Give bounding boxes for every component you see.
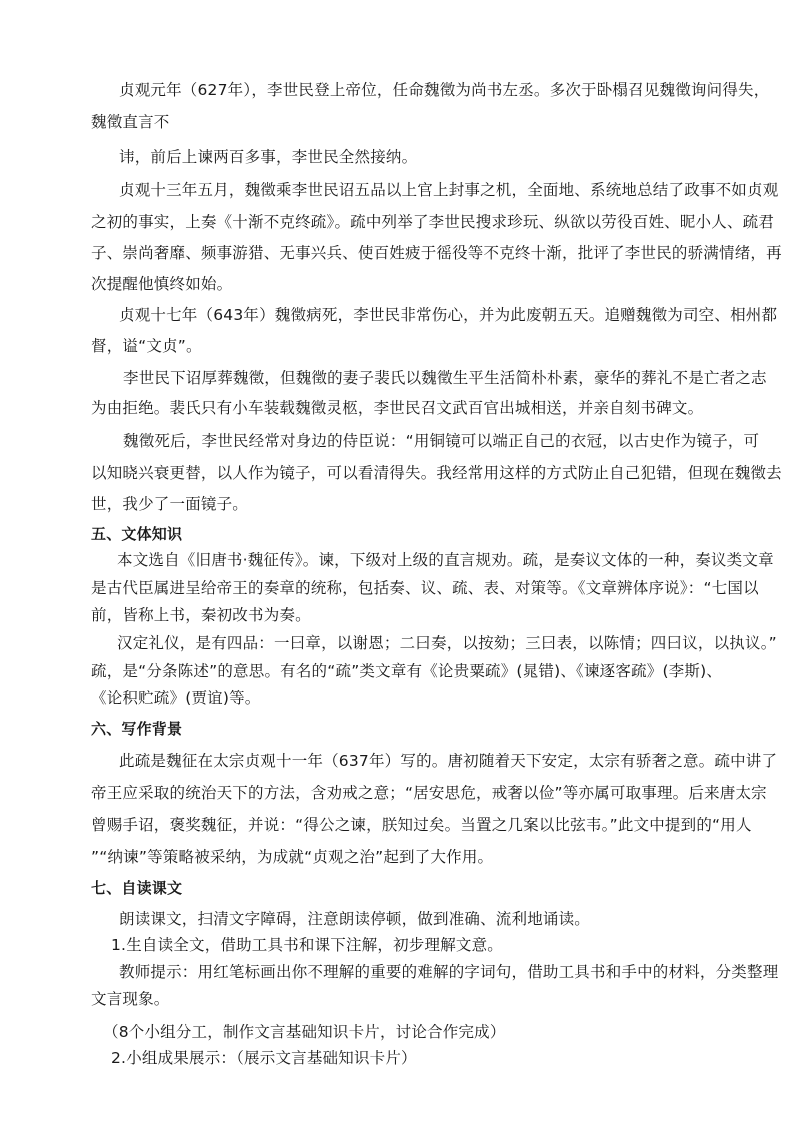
paragraph-line: 次提醒他慎终如始。	[91, 275, 233, 293]
section-heading: 五、文体知识	[91, 525, 183, 543]
paragraph-line: 汉定礼仪，是有四品：一曰章，以谢恩；二曰奏，以按劾；三曰表，以陈情；四曰议，以执议。”	[117, 634, 777, 652]
paragraph-line: 疏，是“分条陈述”的意思。有名的“疏”类文章有《论贵粟疏》(晁错)、《谏逐客疏》(李斯)、	[91, 662, 723, 680]
paragraph-line: 之初的事实，上奏《十渐不克终疏》。疏中列举了李世民搜求珍玩、纵欲以劳役百姓、昵小人、疏君	[91, 213, 775, 231]
paragraph-line: 前，皆称上书，秦初改书为奏。	[91, 606, 311, 624]
paragraph-line: 为由拒绝。裴氏只有小车装载魏徵灵柩，李世民召文武百官出城相送，并亲自刻书碑文。	[91, 399, 704, 417]
paragraph-line: 帝王应采取的统治天下的方法，含劝戒之意；“居安思危，戒奢以俭”等亦属可取事理。后来唐太宗	[91, 784, 767, 802]
paragraph-line: 子、崇尚奢靡、频事游猎、无事兴兵、使百姓疲于徭役等不克终十渐，批评了李世民的骄满情绪，再	[91, 244, 782, 262]
paragraph-line: 贞观十七年（643年）魏徵病死，李世民非常伤心，并为此废朝五天。追赠魏徵为司空、相州都	[119, 306, 778, 324]
paragraph-line: 讳，前后上谏两百多事，李世民全然接纳。	[119, 148, 418, 166]
paragraph-line: 此疏是魏征在太宗贞观十一年（637年）写的。唐初随着天下安定，太宗有骄奢之意。疏中讲了	[119, 752, 778, 770]
paragraph-line: 《论积贮疏》(贾谊)等。	[91, 689, 261, 707]
paragraph-line: 曾赐手诏，褒奖魏征，并说：“得公之谏，朕知过矣。当置之几案以比弦韦。”此文中提到的“用人	[91, 816, 752, 834]
paragraph-line: 魏徵直言不	[91, 113, 170, 131]
paragraph-line: 世，我少了一面镜子。	[91, 495, 249, 513]
paragraph-line: 是古代臣属进呈给帝王的奏章的统称，包括奏、议、疏、表、对策等。《文章辨体序说》：“七国以	[91, 579, 759, 597]
paragraph-line: 2.小组成果展示：（展示文言基础知识卡片）	[111, 1049, 417, 1067]
section-heading: 六、写作背景	[91, 720, 183, 738]
paragraph-line: 以知晓兴衰更替，以人作为镜子，可以看清得失。我经常用这样的方式防止自己犯错，但现在魏徵去	[91, 464, 782, 482]
paragraph-line: （8个小组分工，制作文言基础知识卡片，讨论合作完成）	[103, 1023, 506, 1041]
paragraph-line: 本文选自《旧唐书·魏征传》。谏，下级对上级的直言规劝。疏，是奏议文体的一种，奏议类文章	[117, 551, 774, 569]
paragraph-line: 1.生自读全文，借助工具书和课下注解，初步理解文意。	[111, 936, 503, 954]
paragraph-line: 教师提示：用红笔标画出你不理解的重要的难解的字词句，借助工具书和手中的材料，分类整理	[119, 963, 779, 981]
paragraph-line: 魏徵死后，李世民经常对身边的侍臣说：“用铜镜可以端正自己的衣冠，以古史作为镜子，可	[123, 432, 760, 450]
paragraph-line: 贞观元年（627年），李世民登上帝位，任命魏徵为尚书左丞。多次于卧榻召见魏徵询问得失，	[119, 81, 770, 99]
paragraph-line: ”“纳谏”等策略被采纳，为成就“贞观之治”起到了大作用。	[91, 848, 494, 866]
paragraph-line: 文言现象。	[91, 990, 170, 1008]
paragraph-line: 李世民下诏厚葬魏徵，但魏徵的妻子裴氏以魏徵生平生活简朴朴素，豪华的葬礼不是亡者之志	[123, 369, 767, 387]
paragraph-line: 督，谥“文贞”。	[91, 337, 202, 355]
section-heading: 七、自读课文	[91, 879, 183, 897]
paragraph-line: 朗读课文，扫清文字障碍，注意朗读停顿，做到准确、流利地诵读。	[119, 910, 591, 928]
paragraph-line: 贞观十三年五月，魏徵乘李世民诏五品以上官上封事之机，全面地、系统地总结了政事不如贞观	[119, 181, 779, 199]
